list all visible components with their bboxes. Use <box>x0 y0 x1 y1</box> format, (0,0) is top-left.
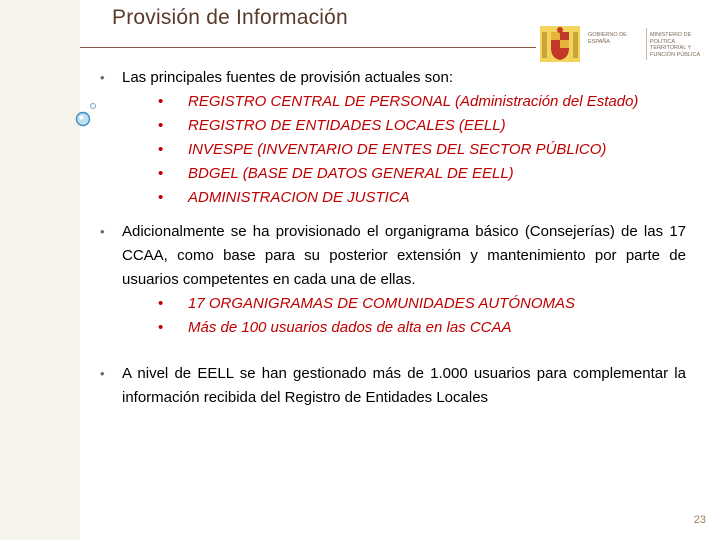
coat-of-arms-icon <box>540 26 580 62</box>
bullet-text: Adicionalmente se ha provisionado el organigrama básico (Consejerías) de las 17 CCAA, como base para su posterior extensión y mantenimiento por parte de usuarios competentes en cada una de ellas. <box>122 223 686 288</box>
bullet-dot: • <box>158 165 164 182</box>
page-title: Provisión de Información <box>112 6 348 29</box>
list-item: • REGISTRO DE ENTIDADES LOCALES (EELL) <box>122 114 686 138</box>
bullet-dot: • <box>158 117 164 134</box>
left-decorative-band <box>0 0 80 540</box>
sources-list <box>122 90 686 210</box>
bullet-text: Las principales fuentes de provisión actuales son: <box>122 69 454 86</box>
bullet-dot: • <box>100 366 105 381</box>
list-item: • REGISTRO CENTRAL DE PERSONAL (Administración del Estado) <box>122 90 686 114</box>
bullet-sources <box>92 66 686 210</box>
bullet-dot: • <box>158 93 164 110</box>
bullet-dot: • <box>158 189 164 206</box>
bullet-dot: • <box>158 141 164 158</box>
list-item: • Más de 100 usuarios dados de alta en las CCAA <box>122 316 686 340</box>
list-item: • INVESPE (INVENTARIO DE ENTES DEL SECTOR PÚBLICO) <box>122 138 686 162</box>
logo-government-text: GOBIERNO DE ESPAÑA <box>588 32 627 45</box>
list-item: • 17 ORGANIGRAMAS DE COMUNIDADES AUTÓNOMAS <box>122 292 686 316</box>
logo-ministry-text: MINISTERIO DE POLÍTICA TERRITORIAL Y FUNCIÓN PÚBLICA <box>650 32 701 58</box>
page-number: 23 <box>693 514 706 526</box>
list-item: • ADMINISTRACION DE JUSTICA <box>122 186 686 210</box>
slide-content <box>92 66 686 410</box>
logo-separator <box>646 28 647 60</box>
bullet-text: A nivel de EELL se han gestionado más de 1.000 usuarios para complementar la información recibida del Registro de Entidades Locales <box>122 365 686 406</box>
bullet-organigrams <box>92 220 686 340</box>
bullet-eell-users <box>92 362 686 410</box>
government-logo <box>536 22 706 66</box>
bullet-dot: • <box>100 224 105 239</box>
bullet-dot: • <box>158 295 164 312</box>
title-divider <box>80 47 540 48</box>
list-item: • BDGEL (BASE DE DATOS GENERAL DE EELL) <box>122 162 686 186</box>
bullet-dot: • <box>158 319 164 336</box>
bullet-dot: • <box>100 70 105 85</box>
organigrams-list <box>122 292 686 340</box>
